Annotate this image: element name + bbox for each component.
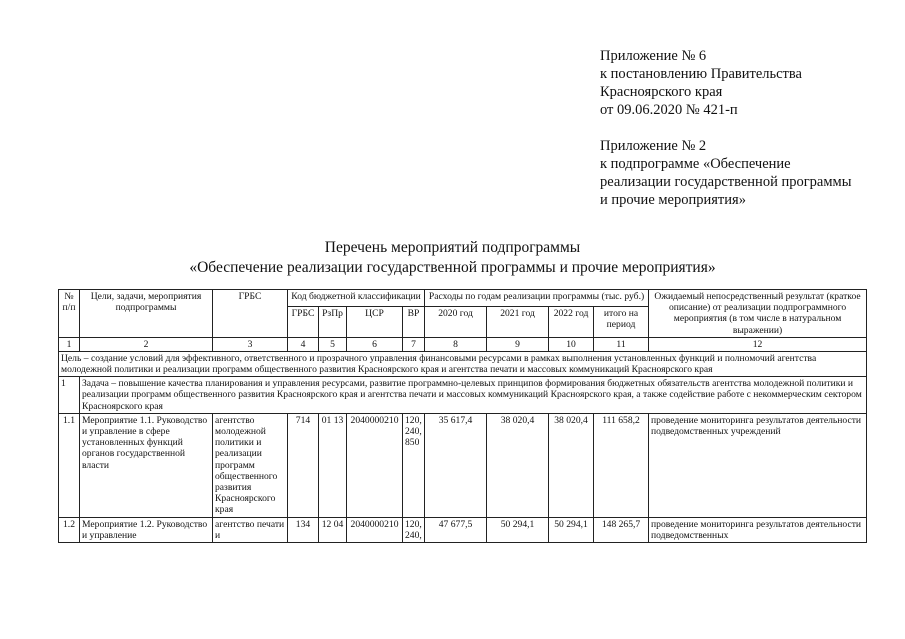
row-total: 111 658,2 [594, 413, 649, 517]
row-rzpr: 01 13 [319, 413, 347, 517]
row-2022: 38 020,4 [549, 413, 594, 517]
header-result: Ожидаемый непосредственный результат (краткое описание) от реализации подпрограммного мероприятия (в том числе в натуральном выражении) [649, 290, 867, 338]
annex-6-block [600, 47, 802, 119]
annex-6-line-1: Приложение № 6 [600, 48, 707, 64]
annex-2-line-4: и прочие мероприятия» [600, 192, 746, 208]
row-csr: 2040000210 [347, 517, 403, 542]
header-budget-code: Код бюджетной классификации [288, 290, 425, 307]
goal-text: Цель – создание условий для эффективного, ответственного и прозрачного управления финансовыми ресурсами в рамках выполнения установленных функций и полномочий агентства молодежной политики и реализации программ общественного развития Красноярского края и агентства печати и массовых коммуникаций Красноярского края [59, 351, 867, 376]
header-num: № п/п [59, 290, 80, 338]
row-grbs: 134 [288, 517, 319, 542]
column-number: 8 [425, 337, 487, 351]
row-vr: 120, 240, [403, 517, 425, 542]
column-number: 7 [403, 337, 425, 351]
column-number: 4 [288, 337, 319, 351]
row-2022: 50 294,1 [549, 517, 594, 542]
row-num: 1.2 [59, 517, 80, 542]
row-result: проведение мониторинга результатов деятельности подведомственных [649, 517, 867, 542]
header-2022: 2022 год [549, 307, 594, 338]
header-csr: ЦСР [347, 307, 403, 338]
header-grbs-sub: ГРБС [288, 307, 319, 338]
activities-table [58, 289, 867, 543]
header-2020: 2020 год [425, 307, 487, 338]
document-title: Перечень мероприятий подпрограммы [324, 239, 581, 256]
column-number: 11 [594, 337, 649, 351]
header-goals: Цели, задачи, мероприятия подпрограммы [80, 290, 213, 338]
column-number: 6 [347, 337, 403, 351]
table-row [59, 517, 867, 542]
column-number: 2 [80, 337, 213, 351]
task-num: 1 [59, 377, 80, 414]
row-2020: 35 617,4 [425, 413, 487, 517]
header-rzpr: РзПр [319, 307, 347, 338]
annex-6-line-4: от 09.06.2020 № 421-п [600, 102, 738, 118]
row-2020: 47 677,5 [425, 517, 487, 542]
column-number: 3 [213, 337, 288, 351]
row-result: проведение мониторинга результатов деятельности подведомственных учреждений [649, 413, 867, 517]
row-grbs: 714 [288, 413, 319, 517]
row-2021: 38 020,4 [487, 413, 549, 517]
header-row-1 [59, 290, 867, 307]
column-number: 12 [649, 337, 867, 351]
row-vr: 120, 240, 850 [403, 413, 425, 517]
task-row [59, 377, 867, 414]
row-name: Мероприятие 1.2. Руководство и управление [80, 517, 213, 542]
header-expenses: Расходы по годам реализации программы (тыс. руб.) [425, 290, 649, 307]
annex-2-line-2: к подпрограмме «Обеспечение [600, 156, 791, 172]
column-number: 9 [487, 337, 549, 351]
goal-row [59, 351, 867, 376]
column-number: 5 [319, 337, 347, 351]
row-name: Мероприятие 1.1. Руководство и управление в сфере установленных функций органов государственной власти [80, 413, 213, 517]
annex-6-line-2: к постановлению Правительства [600, 66, 802, 82]
table-row [59, 413, 867, 517]
header-total: итого на период [594, 307, 649, 338]
column-number: 1 [59, 337, 80, 351]
header-vr: ВР [403, 307, 425, 338]
task-text: Задача – повышение качества планирования и управления ресурсами, развитие программно-целевых принципов формирования бюджетных обязательств агентства молодежной политики и реализации программ общественного развития Красноярского края и агентства печати и массовых коммуникаций Красноярского края, а также содействие работе с некоммерческим сектором Красноярского края [80, 377, 867, 414]
document-subtitle: «Обеспечение реализации государственной программы и прочие мероприятия» [189, 259, 716, 276]
annex-2-line-1: Приложение № 2 [600, 138, 707, 154]
column-number: 10 [549, 337, 594, 351]
column-number-row [59, 337, 867, 351]
row-rzpr: 12 04 [319, 517, 347, 542]
header-grbs: ГРБС [213, 290, 288, 338]
row-csr: 2040000210 [347, 413, 403, 517]
annex-6-line-3: Красноярского края [600, 84, 723, 100]
row-num: 1.1 [59, 413, 80, 517]
annex-2-line-3: реализации государственной программы [600, 174, 852, 190]
row-total: 148 265,7 [594, 517, 649, 542]
row-2021: 50 294,1 [487, 517, 549, 542]
row-agency: агентство молодежной политики и реализации программ общественного развития Красноярского края [213, 413, 288, 517]
row-agency: агентство печати и [213, 517, 288, 542]
header-2021: 2021 год [487, 307, 549, 338]
annex-2-block [600, 137, 851, 209]
